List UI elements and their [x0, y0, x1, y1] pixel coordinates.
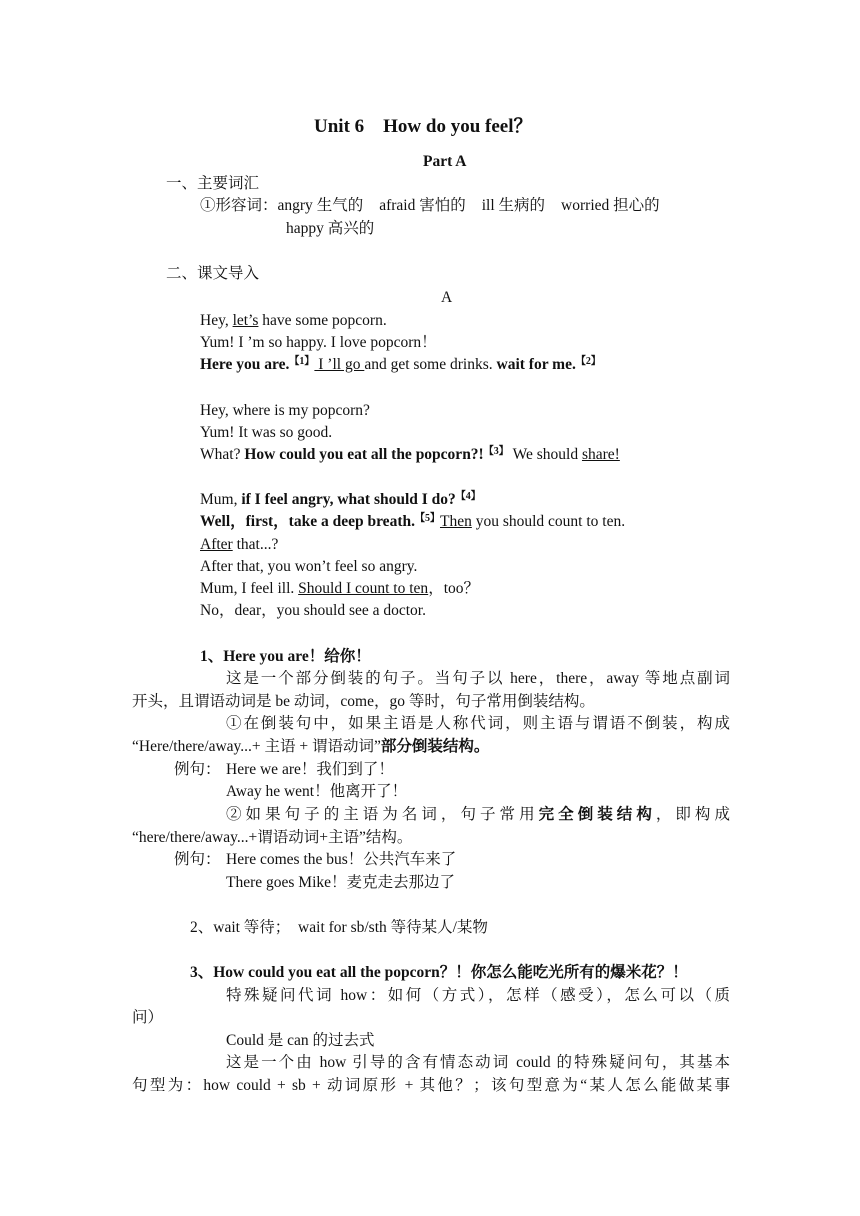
- paragraph-line: “here/there/away...+谓语动词+主语”结构。: [132, 829, 413, 846]
- note-marker: 【4】: [455, 491, 481, 502]
- paragraph-line: 这是一个由 how 引导的含有情态动词 could 的特殊疑问句，其基本: [226, 1054, 730, 1071]
- intro-heading: 二、课文导入: [166, 265, 260, 282]
- page-title: Unit 6 How do you feel？: [314, 116, 533, 137]
- paragraph-line: 开头，且谓语动词是 be 动词，come，go 等时，句子常用倒装结构。: [132, 693, 595, 710]
- paragraph-line: 句型为：how could + sb + 动词原形 + 其他？；该句型意为“某人怎么能做某事: [132, 1077, 730, 1094]
- paragraph-line: 问）: [132, 1009, 164, 1026]
- vocab-meaning: 高兴的: [327, 220, 375, 237]
- dialogue-line: No，dear，you should see a doctor.: [200, 602, 426, 619]
- part-heading: Part A: [423, 153, 467, 170]
- example-sentence: Here comes the bus！公共汽车来了: [226, 851, 457, 868]
- example-label: 例句：: [174, 851, 221, 868]
- vocab-adjectives-line: [200, 196, 660, 216]
- dialogue-section-label: A: [441, 289, 453, 306]
- note-marker: 【2】: [575, 356, 601, 367]
- note-marker: 【1】: [289, 356, 315, 367]
- paragraph-line: 特殊疑问代词 how：如何（方式），怎样（感受），怎么可以（质: [226, 987, 730, 1004]
- note-2: 2、wait 等待； wait for sb/sth 等待某人/某物: [190, 919, 488, 936]
- note-marker: 【5】: [414, 513, 440, 524]
- vocab-word: afraid: [379, 197, 416, 214]
- vocab-word: ill: [481, 197, 495, 214]
- vocab-adjectives-line-2: [286, 219, 374, 239]
- dialogue-line: After that, you won’t feel so angry.: [200, 558, 418, 575]
- dialogue-line: After that...?: [200, 536, 279, 553]
- vocab-meaning: 担心的: [613, 197, 660, 214]
- dialogue-line: Mum, if I feel angry, what should I do?$^{【4】}$: [200, 491, 481, 508]
- dialogue-line: Yum! I ’m so happy. I love popcorn！: [200, 334, 437, 351]
- dialogue-line: Yum! It was so good.: [200, 424, 333, 441]
- dialogue-line: Mum, I feel ill. Should I count to ten，too？: [200, 580, 479, 597]
- example-sentence: There goes Mike！麦克走去那边了: [226, 874, 456, 891]
- paragraph-line: 这是一个部分倒装的句子。当句子以 here，there，away 等地点副词: [226, 670, 730, 687]
- example-label: 例句：: [174, 761, 221, 778]
- vocab-word: angry: [277, 197, 313, 214]
- dialogue-line: Here you are.$^{【1】}$ I ’ll go and get some drinks. wait for me.$^{【2】}$: [200, 356, 601, 373]
- vocab-heading: 一、主要词汇: [166, 175, 260, 192]
- example-sentence: Away he went！他离开了！: [226, 783, 408, 800]
- example-sentence: Here we are！我们到了！: [226, 761, 394, 778]
- paragraph-line: ①在倒装句中，如果主语是人称代词，则主语与谓语不倒装，构成: [226, 715, 730, 732]
- note-1-heading: 1、Here you are！给你！: [200, 648, 371, 665]
- dialogue-line: Hey, where is my popcorn?: [200, 402, 370, 419]
- paragraph-line: Could 是 can 的过去式: [226, 1032, 375, 1049]
- paragraph-line: ②如果句子的主语为名词，句子常用完全倒装结构，即构成: [226, 806, 730, 823]
- vocab-word: happy: [286, 220, 324, 237]
- vocab-meaning: 生气的: [316, 197, 364, 214]
- dialogue-line: Hey, let’s have some popcorn.: [200, 312, 387, 329]
- note-3-heading: 3、How could you eat all the popcorn？！你怎么能吃光所有的爆米花？！: [190, 964, 688, 981]
- dialogue-line: What? How could you eat all the popcorn?!$^{【3】}$ We should share!: [200, 446, 620, 463]
- vocab-meaning: 生病的: [498, 197, 546, 214]
- vocab-meaning: 害怕的: [419, 197, 466, 214]
- paragraph-line: “Here/there/away...+ 主语 + 谓语动词”部分倒装结构。: [132, 738, 490, 755]
- dialogue-line: Well，first，take a deep breath.$^{【5】}$Then you should count to ten.: [200, 513, 626, 530]
- note-marker: 【3】: [483, 446, 509, 457]
- adjective-label: ①形容词：: [200, 197, 278, 214]
- vocab-word: worried: [561, 197, 610, 214]
